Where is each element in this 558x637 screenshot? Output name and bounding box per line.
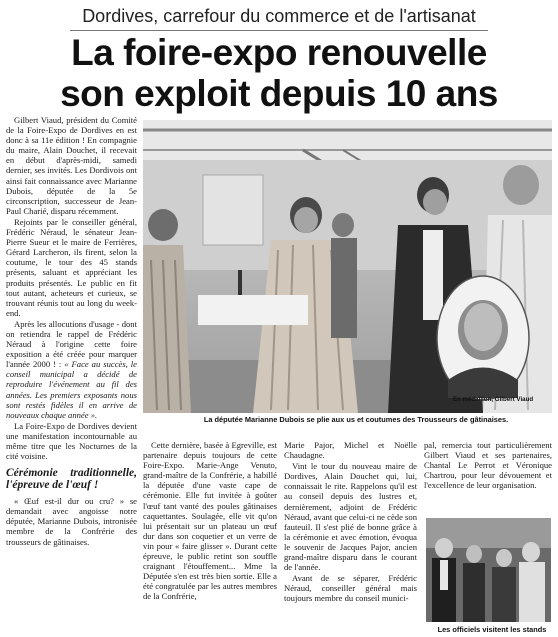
subheading: Cérémonie traditionnelle, l'épreuve de l'œuf !: [6, 467, 137, 492]
paragraph: Marie Pajor, Michel et Noëlle Chaudagne.: [284, 440, 417, 461]
section-kicker: Dordives, carrefour du commerce et de l'artisanat: [82, 6, 476, 26]
main-photo-caption: La députée Marianne Dubois se plie aux us et coutumes des Trousseurs de gâtinaises.: [203, 415, 509, 424]
paragraph: pal, remercia tout particulièrement Gilbert Viaud et ses partenaires, Chantal Le Perrot et Véronique Chartrou, pour leur dévouement et l'excellence de leur organisation.: [424, 440, 552, 491]
headline-line-1: La foire-expo renouvelle: [71, 32, 487, 73]
paragraph: « Œuf est-il dur ou cru? » se demandait avec angoisse notre députée, Marianne Dubois, intronisée membre de la Confrérie des trousseurs de gâtinaises.: [6, 496, 137, 547]
paragraph: Vint le tour du nouveau maire de Dordives, Alain Douchet qui, lui, connaissait le rite. Rappelons qu'il est au conseil depuis des lustres et, dernièrement, adjoint de Frédéric Néraud, avant que celui-ci ne cède son fauteuil. Il s'est plié de bonne grâce à la cérémonie et avec émotion, évoqua le souvenir de Jacques Pajor, ancien grand-maître disparu dans le courant de l'année.: [284, 461, 417, 573]
paragraph: La Foire-Expo de Dordives devient une manifestation incontournable au même titre que les Nocturnes de la cité voisine.: [6, 420, 137, 462]
paragraph: Rejoints par le conseiller général, Frédéric Néraud, le sénateur Jean-Pierre Sueur et le maire de Ferrières, Gérard Larcheron, ils firent, selon la coutume, le tour des 45 stands présents, saluant et appréciant les produits présentés. Le public en fit tout autant, acheteurs et curieux, se trouvant réunis tout au long du week-end.: [6, 216, 137, 318]
ceremony-photo-illustration: [143, 120, 552, 413]
article-column-3: [284, 440, 417, 604]
paragraph-text: Après les allocutions d'usage - dont on retiendra le rappel de Frédéric Néraud à l'origine cette foire exposition a été créée pour marquer l'année 2000 ! :: [6, 318, 137, 370]
headline: [0, 32, 558, 114]
quote: « Face au succès, le conseil municipal a décidé de reproduire l'événement au fil des années. Les premiers exposants nous sont restés fidèles il en arrive de nouveaux chaque année ».: [6, 359, 137, 420]
paragraph: Avant de se séparer, Frédéric Néraud, conseiller général mais toujours membre du conseil munici-: [284, 573, 417, 604]
paragraph: Cette dernière, basée à Egreville, est partenaire depuis toujours de cette Foire-Expo. Marie-Ange Venuto, grand-maître de la Confrérie, a habillé la députée d'une vaste cape de cérémonie. Elle fut invitée à goûter l'œuf tant vanté des poules gâtinaises caquettantes. Soulagée, elle vit qu'on lui présentait sur un plateau un œuf dur dans son coquetier et un verre de vin pour « faire glisser ». Durant cette épreuve, le public retint son souffle craignant l'étouffement... Mme la Députée s'en est très bien sortie. Elle a été congratulée par les autres membres de la Confrérie,: [143, 440, 277, 602]
paragraph: [6, 319, 137, 420]
small-photo: [426, 518, 551, 622]
article-column-1: [6, 115, 137, 547]
main-photo: [143, 120, 552, 413]
medallion-label: En médaillon, Gilbert Viaud: [452, 396, 534, 403]
small-photo-caption: Les officiels visitent les stands: [437, 625, 547, 634]
article-column-4: [424, 440, 552, 490]
article-column-2: [143, 440, 277, 602]
kicker-rule: [70, 30, 488, 31]
headline-line-2: son exploit depuis 10 ans: [60, 73, 498, 114]
paragraph: Gilbert Viaud, président du Comité de la Foire-Expo de Dordives en est donc à sa 11e édition ! En compagnie du maire, Alain Douchet, il recevait en début d'après-midi, samedi dernier, ses invités. Les Dordivois ont ainsi fait connaissance avec Marianne Dubois, députée de la 5e circonscription, successeur de Jean-Paul Charié, disparu récemment.: [6, 115, 137, 216]
officials-photo-illustration: [426, 518, 551, 622]
